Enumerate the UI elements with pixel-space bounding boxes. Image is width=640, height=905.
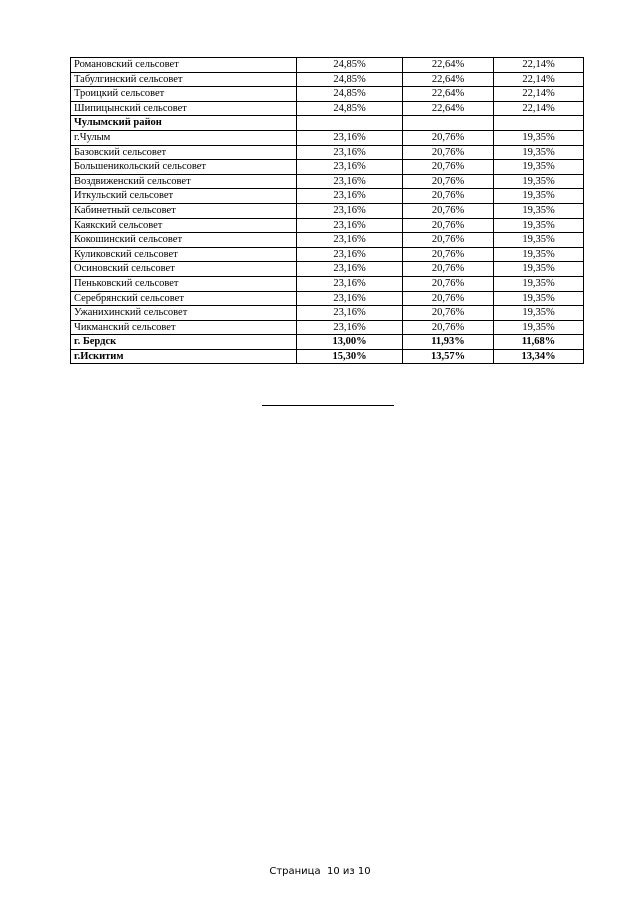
municipality-name-cell: Троицкий сельсовет — [71, 87, 297, 102]
table-row — [71, 320, 584, 335]
rate-value-cell-1: 23,16% — [297, 145, 403, 160]
rate-value-cell-3: 22,14% — [494, 87, 584, 102]
rate-value-cell-2: 22,64% — [403, 72, 494, 87]
municipality-name-cell: Кокошинский сельсовет — [71, 233, 297, 248]
municipality-name-cell: Каякский сельсовет — [71, 218, 297, 233]
municipality-name-cell: Ужанихинский сельсовет — [71, 306, 297, 321]
rate-value-cell-3: 19,35% — [494, 160, 584, 175]
municipality-name-cell: Табулгинский сельсовет — [71, 72, 297, 87]
rate-value-cell-1: 24,85% — [297, 87, 403, 102]
table-row — [71, 262, 584, 277]
table-row — [71, 58, 584, 73]
rate-value-cell-1: 23,16% — [297, 233, 403, 248]
rate-value-cell-3: 22,14% — [494, 101, 584, 116]
rate-value-cell-1: 23,16% — [297, 174, 403, 189]
page-label: Страница — [269, 866, 321, 877]
rate-value-cell-2: 20,76% — [403, 262, 494, 277]
rate-value-cell-2: 20,76% — [403, 203, 494, 218]
table-row — [71, 247, 584, 262]
municipality-name-cell: Воздвиженский сельсовет — [71, 174, 297, 189]
rate-value-cell-2: 22,64% — [403, 101, 494, 116]
table-row — [71, 218, 584, 233]
municipality-name-cell: Осиновский сельсовет — [71, 262, 297, 277]
rate-value-cell-1: 23,16% — [297, 203, 403, 218]
municipality-name-cell: Романовский сельсовет — [71, 58, 297, 73]
rate-value-cell-3: 19,35% — [494, 276, 584, 291]
table-row — [71, 335, 584, 350]
table-row — [71, 306, 584, 321]
municipality-name-cell: Чулымский район — [71, 116, 297, 131]
municipality-name-cell: Серебрянский сельсовет — [71, 291, 297, 306]
rate-value-cell-1: 23,16% — [297, 276, 403, 291]
table-row — [71, 189, 584, 204]
rate-value-cell-2: 20,76% — [403, 233, 494, 248]
rate-value-cell-1: 23,16% — [297, 291, 403, 306]
rate-value-cell-3: 19,35% — [494, 174, 584, 189]
rate-value-cell-2: 20,76% — [403, 306, 494, 321]
rate-value-cell-2 — [403, 116, 494, 131]
rate-value-cell-2: 22,64% — [403, 87, 494, 102]
rate-value-cell-3: 19,35% — [494, 320, 584, 335]
municipality-name-cell: Базовский сельсовет — [71, 145, 297, 160]
municipality-name-cell: г.Искитим — [71, 349, 297, 364]
total-page-count: 10 — [357, 866, 371, 877]
rate-value-cell-1: 23,16% — [297, 189, 403, 204]
table-row — [71, 233, 584, 248]
rate-value-cell-2: 20,76% — [403, 247, 494, 262]
table-row — [71, 145, 584, 160]
table-row — [71, 72, 584, 87]
page-separator: из — [342, 866, 355, 877]
rate-value-cell-1: 23,16% — [297, 130, 403, 145]
footnote-separator — [262, 405, 394, 406]
rate-value-cell-3: 19,35% — [494, 145, 584, 160]
table-row — [71, 160, 584, 175]
table-row — [71, 291, 584, 306]
municipality-name-cell: Пеньковский сельсовет — [71, 276, 297, 291]
table-row — [71, 87, 584, 102]
rate-value-cell-3: 22,14% — [494, 58, 584, 73]
rate-value-cell-3: 19,35% — [494, 218, 584, 233]
rate-value-cell-1: 23,16% — [297, 306, 403, 321]
rate-value-cell-3: 19,35% — [494, 130, 584, 145]
table-body — [71, 58, 584, 364]
rate-value-cell-2: 20,76% — [403, 145, 494, 160]
municipality-name-cell: Шипицынский сельсовет — [71, 101, 297, 116]
table-row — [71, 116, 584, 131]
rate-value-cell-2: 20,76% — [403, 174, 494, 189]
table-row — [71, 203, 584, 218]
rate-value-cell-2: 20,76% — [403, 291, 494, 306]
current-page-number: 10 — [326, 866, 340, 877]
rates-table — [70, 57, 584, 364]
rate-value-cell-1: 23,16% — [297, 160, 403, 175]
rate-value-cell-2: 20,76% — [403, 160, 494, 175]
rate-value-cell-1: 15,30% — [297, 349, 403, 364]
table-row — [71, 174, 584, 189]
page-footer — [0, 866, 640, 877]
rate-value-cell-2: 20,76% — [403, 130, 494, 145]
rate-value-cell-2: 20,76% — [403, 189, 494, 204]
municipality-name-cell: Иткульский сельсовет — [71, 189, 297, 204]
rate-value-cell-1: 23,16% — [297, 320, 403, 335]
rate-value-cell-3: 19,35% — [494, 189, 584, 204]
rate-value-cell-2: 20,76% — [403, 320, 494, 335]
rate-value-cell-2: 13,57% — [403, 349, 494, 364]
municipality-name-cell: Куликовский сельсовет — [71, 247, 297, 262]
rate-value-cell-3 — [494, 116, 584, 131]
table-row — [71, 101, 584, 116]
rate-value-cell-2: 22,64% — [403, 58, 494, 73]
rate-value-cell-1: 24,85% — [297, 58, 403, 73]
rate-value-cell-1: 23,16% — [297, 218, 403, 233]
rate-value-cell-2: 20,76% — [403, 276, 494, 291]
municipality-name-cell: г.Чулым — [71, 130, 297, 145]
rate-value-cell-2: 11,93% — [403, 335, 494, 350]
rate-value-cell-2: 20,76% — [403, 218, 494, 233]
rate-value-cell-1 — [297, 116, 403, 131]
rate-value-cell-1: 23,16% — [297, 262, 403, 277]
rate-value-cell-3: 19,35% — [494, 233, 584, 248]
rate-value-cell-1: 13,00% — [297, 335, 403, 350]
rate-value-cell-3: 13,34% — [494, 349, 584, 364]
rate-value-cell-3: 19,35% — [494, 306, 584, 321]
municipality-name-cell: г. Бердск — [71, 335, 297, 350]
rate-value-cell-3: 19,35% — [494, 247, 584, 262]
rate-value-cell-1: 23,16% — [297, 247, 403, 262]
rate-value-cell-1: 24,85% — [297, 101, 403, 116]
rate-value-cell-3: 22,14% — [494, 72, 584, 87]
municipality-name-cell: Кабинетный сельсовет — [71, 203, 297, 218]
table-row — [71, 130, 584, 145]
municipality-name-cell: Чикманский сельсовет — [71, 320, 297, 335]
rate-value-cell-3: 19,35% — [494, 291, 584, 306]
table-row — [71, 276, 584, 291]
municipality-name-cell: Большеникольский сельсовет — [71, 160, 297, 175]
rate-value-cell-3: 19,35% — [494, 262, 584, 277]
rate-value-cell-3: 19,35% — [494, 203, 584, 218]
rate-value-cell-1: 24,85% — [297, 72, 403, 87]
table-row — [71, 349, 584, 364]
rate-value-cell-3: 11,68% — [494, 335, 584, 350]
